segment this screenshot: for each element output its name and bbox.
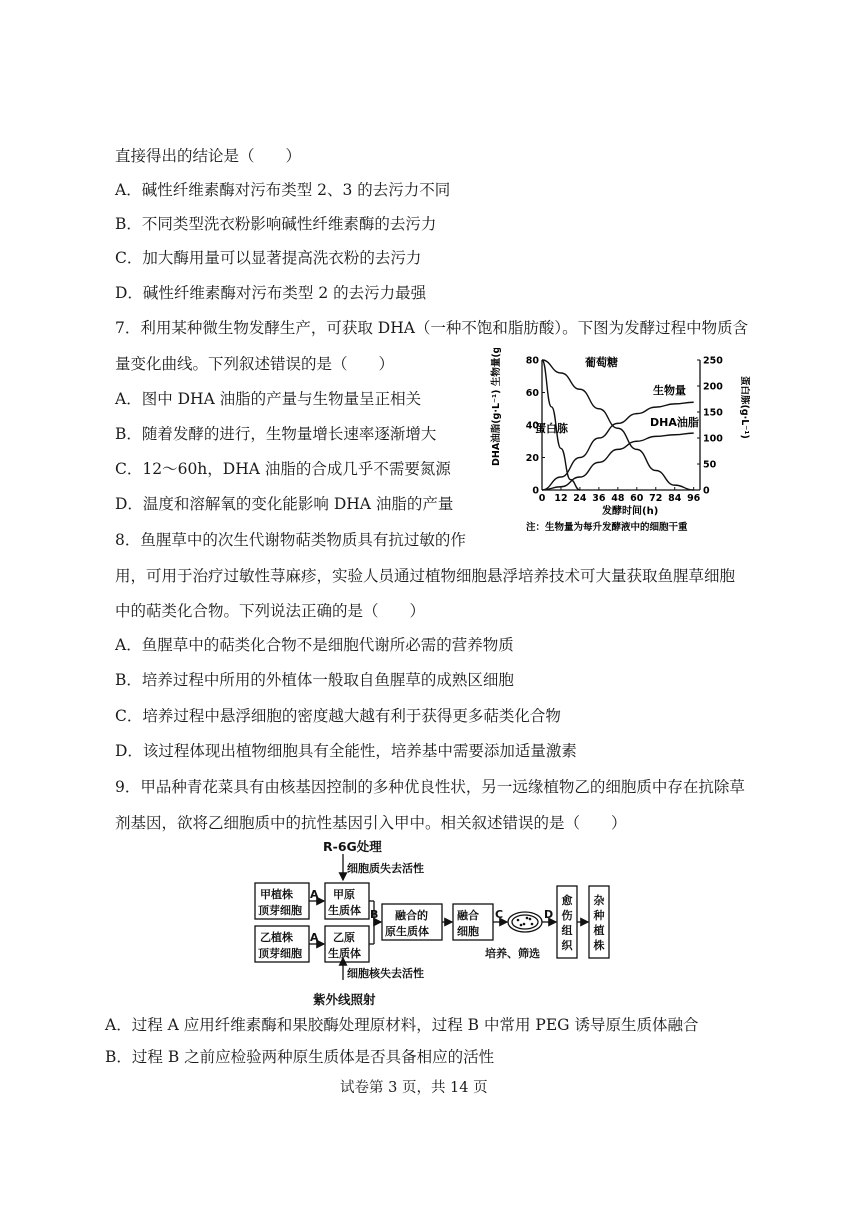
y-left-tick-label: 80 [525,355,539,367]
label-c: C [495,908,504,921]
q6-stem-end: 直接得出的结论是（ ） [115,147,302,165]
box-yi-cell-l2: 顶芽细胞 [258,947,302,960]
series-label-peptone: 蛋白胨 [535,422,568,435]
series-label-glucose: 葡萄糖 [585,356,618,369]
fermentation-chart [490,348,750,538]
label-b: B [370,908,379,921]
bottom-note: 细胞核失去活性 [347,967,424,980]
top-treatment: R-6G处理 [323,839,382,854]
q8-option-c[interactable]: C．培养过程中悬浮细胞的密度越大越有利于获得更多萜类化合物 [115,707,561,725]
q9-stem-line2: 剂基因，欲将乙细胞质中的抗性基因引入甲中。相关叙述错误的是（ ） [115,814,627,832]
q8-stem-line3: 中的萜类化合物。下列说法正确的是（ ） [115,602,426,620]
q6-option-c[interactable]: C．加大酶用量可以显著提高洗衣粉的去污力 [115,249,422,267]
x-tick-label: 48 [611,493,625,504]
protoplast-fusion-diagram [245,838,625,1013]
x-tick-label: 36 [592,493,606,504]
callus-char: 伤 [561,909,573,922]
box-jia-proto-l2: 生质体 [328,904,361,917]
q6-option-b[interactable]: B．不同类型洗衣粉影响碱性纤维素酶的去污力 [115,215,437,233]
hybrid-char: 植 [593,924,605,937]
q6-option-d[interactable]: D．碱性纤维素酶对污布类型 2 的去污力最强 [115,284,427,302]
box-yi-proto-l1: 乙原 [333,931,355,944]
q9-stem-line1: 9．甲品种青花菜具有由核基因控制的多种优良性状，另一远缘植物乙的细胞质中存在抗除草 [115,778,745,796]
top-note: 细胞质失去活性 [347,862,424,875]
y-left-tick-label: 60 [525,388,539,399]
y-left-tick-label: 40 [525,420,539,432]
q7-stem-line1: 7．利用某种微生物发酵生产，可获取 DHA（一种不饱和脂肪酸）。下图为发酵过程中物质含 [115,319,749,337]
x-tick-label: 60 [630,493,644,504]
y-right-tick-label: 250 [703,355,723,367]
chart-xlabel: 发酵时间(h) [602,506,659,517]
box-fused-proto-l2: 原生质体 [385,925,429,938]
box-jia-cell-l2: 顶芽细胞 [258,904,302,917]
chart-note: 注：生物量为每升发酵液中的细胞干重 [526,522,688,533]
series-label-dha: DHA油脂 [650,416,699,429]
x-tick-label: 84 [668,493,682,504]
callus-char: 愈 [561,894,573,907]
q8-option-d[interactable]: D．该过程体现出植物细胞具有全能性，培养基中需要添加适量激素 [115,742,577,760]
hybrid-char: 杂 [593,894,605,907]
callus-char: 组 [561,924,573,937]
q7-option-d[interactable]: D．温度和溶解氧的变化能影响 DHA 油脂的产量 [115,495,454,513]
box-fused-cell-l1: 融合 [457,909,479,922]
y-right-tick-label: 0 [703,485,710,497]
chart-ylabel-left: DHA油脂(g·L⁻¹) 生物量(g·L⁻¹) 葡萄糖(g·L⁻¹) [491,348,502,466]
culture-label: 培养、筛选 [485,947,540,960]
y-right-tick-label: 150 [703,407,723,419]
q8-option-a[interactable]: A．鱼腥草中的萜类化合物不是细胞代谢所必需的营养物质 [115,636,514,654]
y-right-tick-label: 50 [703,459,717,471]
hybrid-char: 株 [593,939,605,952]
q6-option-a[interactable]: A．碱性纤维素酶对污布类型 2、3 的去污力不同 [115,181,451,199]
q9-option-a[interactable]: A．过程 A 应用纤维素酶和果胶酶处理原材料，过程 B 中常用 PEG 诱导原生质体融合 [105,1016,699,1034]
hybrid-char: 种 [593,909,605,922]
x-tick-label: 0 [538,493,546,504]
x-tick-label: 12 [554,493,568,504]
box-jia-cell-l1: 甲植株 [260,888,293,901]
q8-stem-line1: 8．鱼腥草中的次生代谢物萜类物质具有抗过敏的作 [115,531,466,549]
box-fused-proto-l1: 融合的 [395,909,428,922]
box-fused-cell-l2: 细胞 [457,925,479,938]
label-a-bottom-text: A [310,931,319,944]
box-jia-proto-l1: 甲原 [333,888,355,901]
y-right-tick-label: 100 [703,433,723,445]
box-yi-proto-l2: 生质体 [328,947,361,960]
q7-option-c[interactable]: C．12～60h，DHA 油脂的合成几乎不需要氮源 [115,460,451,478]
series-label-biomass: 生物量 [653,384,686,397]
q7-option-a[interactable]: A．图中 DHA 油脂的产量与生物量呈正相关 [115,390,422,408]
petri-dots [517,917,534,927]
chart-ylabel-right: 蛋白胨(g·L⁻¹) [739,376,750,439]
label-d: D [544,908,554,921]
page-footer: 试卷第 3 页，共 14 页 [340,1080,488,1096]
y-left-tick-label: 0 [532,485,539,497]
y-left-tick-label: 20 [525,453,539,464]
x-tick-label: 72 [649,493,663,504]
box-yi-cell-l1: 乙植株 [260,931,293,944]
label-a-top: A [310,888,319,901]
x-tick-label: 96 [687,493,701,504]
x-tick-label: 24 [573,493,587,504]
q8-stem-line2: 用，可用于治疗过敏性荨麻疹，实验人员通过植物细胞悬浮培养技术可大量获取鱼腥草细胞 [115,567,736,585]
q9-option-b[interactable]: B．过程 B 之前应检验两种原生质体是否具备相应的活性 [105,1048,495,1066]
bottom-treatment: 紫外线照射 [313,992,376,1007]
q7-stem-line2: 量变化曲线。下列叙述错误的是（ ） [115,355,395,373]
callus-char: 织 [561,939,573,952]
q8-option-b[interactable]: B．培养过程中所用的外植体一般取自鱼腥草的成熟区细胞 [115,671,514,689]
protoplast-fusion-svg [245,838,625,1013]
q7-option-b[interactable]: B．随着发酵的进行，生物量增长速率逐渐增大 [115,425,437,443]
fermentation-chart-svg [490,348,750,538]
y-right-tick-label: 200 [703,381,723,393]
